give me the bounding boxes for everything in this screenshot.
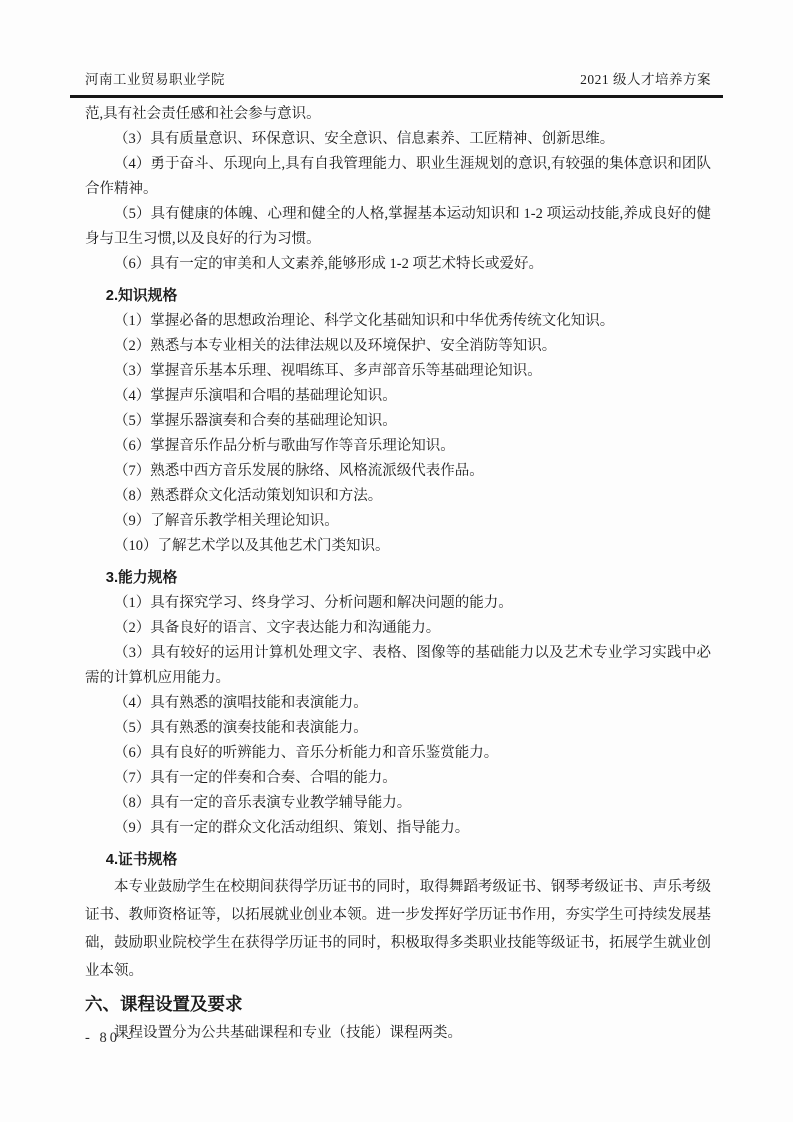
list-item: （3）具有较好的运用计算机处理文字、表格、图像等的基础能力以及艺术专业学习实践中必需的计算机应用能力。 — [85, 645, 711, 686]
list-item: （10）了解艺术学以及其他艺术门类知识。 — [114, 538, 390, 554]
section-heading: 六、课程设置及要求 — [85, 994, 243, 1014]
list-item: （8）具有一定的音乐表演专业教学辅导能力。 — [114, 795, 412, 811]
list-item: （4）勇于奋斗、乐现向上,具有自我管理能力、职业生涯规划的意识,有较强的集体意识和团队合作精神。 — [85, 156, 711, 197]
page-number: - 80 - — [85, 1030, 135, 1046]
header-school-name: 河南工业贸易职业学院 — [85, 72, 225, 87]
paragraph: 课程设置分为公共基础课程和专业（技能）课程两类。 — [114, 1025, 462, 1041]
list-item: （6）掌握音乐作品分析与歌曲写作等音乐理论知识。 — [114, 438, 455, 454]
list-item: （9）具有一定的群众文化活动组织、策划、指导能力。 — [114, 820, 470, 836]
document-body — [85, 102, 711, 1047]
list-item: （1）具有探究学习、终身学习、分析问题和解决问题的能力。 — [114, 595, 513, 611]
list-item: （6）具有一定的审美和人文素养,能够形成 1-2 项艺术特长或爱好。 — [114, 256, 543, 272]
page-header — [70, 68, 723, 98]
list-item: （1）掌握必备的思想政治理论、科学文化基础知识和中华优秀传统文化知识。 — [114, 313, 615, 329]
sub-heading: 3.能力规格 — [105, 570, 178, 586]
sub-heading: 2.知识规格 — [105, 288, 178, 304]
list-item: （9）了解音乐教学相关理论知识。 — [114, 513, 339, 529]
list-item: （6）具有良好的听辨能力、音乐分析能力和音乐鉴赏能力。 — [114, 745, 499, 761]
list-item: （2）熟悉与本专业相关的法律法规以及环境保护、安全消防等知识。 — [114, 338, 557, 354]
list-item: （4）掌握声乐演唱和合唱的基础理论知识。 — [114, 388, 397, 404]
sub-heading: 4.证书规格 — [105, 852, 178, 868]
list-item: （2）具备良好的语言、文字表达能力和沟通能力。 — [114, 620, 441, 636]
list-item: （3）具有质量意识、环保意识、安全意识、信息素养、工匠精神、创新思维。 — [114, 131, 615, 147]
list-item: （4）具有熟悉的演唱技能和表演能力。 — [114, 695, 368, 711]
paragraph-continuation: 范,具有社会责任感和社会参与意识。 — [85, 106, 321, 122]
list-item: （7）具有一定的伴奏和合奏、合唱的能力。 — [114, 770, 397, 786]
paragraph: 本专业鼓励学生在校期间获得学历证书的同时，取得舞蹈考级证书、钢琴考级证书、声乐考级证书、教师资格证等，以拓展就业创业本领。进一步发挥好学历证书作用，夯实学生可持续发展基础，鼓励职业院校学生在获得学历证书的同时，积极取得多类职业技能等级证书，拓展学生就业创业本领。 — [85, 879, 711, 979]
list-item: （5）掌握乐器演奏和合奏的基础理论知识。 — [114, 413, 397, 429]
list-item: （8）熟悉群众文化活动策划知识和方法。 — [114, 488, 383, 504]
list-item: （7）熟悉中西方音乐发展的脉络、风格流派级代表作品。 — [114, 463, 484, 479]
header-plan-title: 2021 级人才培养方案 — [580, 72, 711, 87]
list-item: （5）具有健康的体魄、心理和健全的人格,掌握基本运动知识和 1-2 项运动技能,养成良好的健身与卫生习惯,以及良好的行为习惯。 — [85, 206, 711, 247]
list-item: （5）具有熟悉的演奏技能和表演能力。 — [114, 720, 368, 736]
list-item: （3）掌握音乐基本乐理、视唱练耳、多声部音乐等基础理论知识。 — [114, 363, 542, 379]
